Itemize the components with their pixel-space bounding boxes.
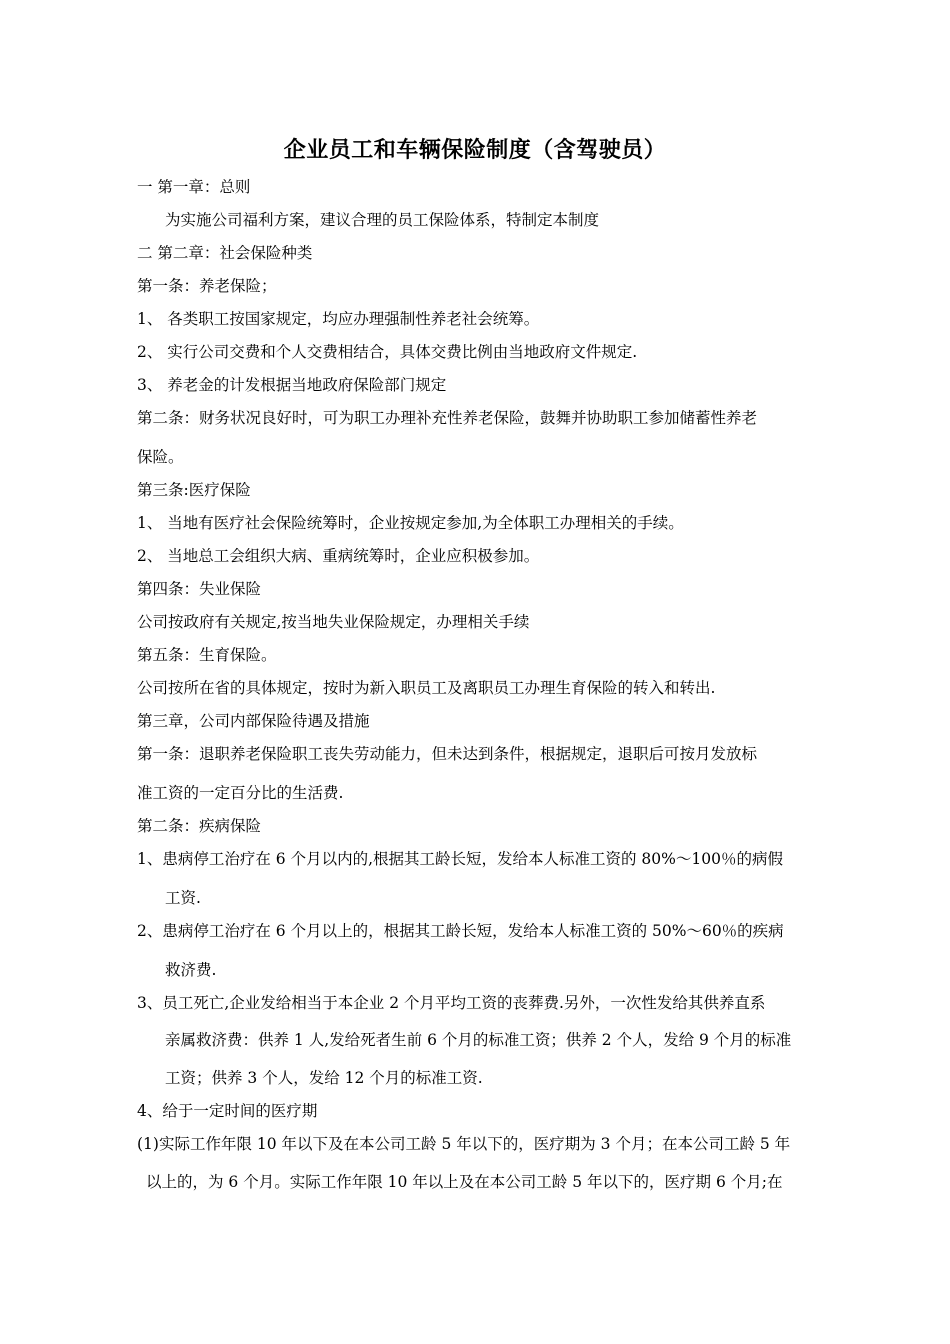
paragraph: 为实施公司福利方案，建议合理的员工保险体系，特制定本制度 (165, 211, 600, 229)
article-heading: 第五条：生育保险。 (137, 646, 277, 664)
list-item: 1、 当地有医疗社会保险统筹时，企业按规定参加,为全体职工办理相关的手续。 (137, 514, 684, 532)
sub-item: (1)实际工作年限 10 年以下及在本公司工龄 5 年以下的，医疗期为 3 个月；在本公司工龄 5 年 (137, 1135, 791, 1153)
paragraph-continuation: 准工资的一定百分比的生活费. (137, 784, 344, 802)
document-title: 企业员工和车辆保险制度（含驾驶员） (283, 137, 667, 163)
paragraph-continuation: 保险。 (137, 448, 184, 466)
list-item: 3、 养老金的计发根据当地政府保险部门规定 (137, 376, 447, 394)
paragraph: 公司按政府有关规定,按当地失业保险规定，办理相关手续 (137, 613, 530, 631)
list-item-continuation: 救济费. (165, 961, 217, 979)
paragraph: 公司按所在省的具体规定，按时为新入职员工及离职员工办理生育保险的转入和转出. (137, 679, 716, 697)
list-item: 1、 各类职工按国家规定，均应办理强制性养老社会统筹。 (137, 310, 540, 328)
chapter-heading: 一 第一章：总则 (137, 178, 251, 196)
list-item: 1、患病停工治疗在 6 个月以内的,根据其工龄长短，发给本人标准工资的 80%～100％的病假 (137, 850, 783, 868)
chapter-heading: 二 第二章：社会保险种类 (137, 244, 313, 262)
article-heading: 第一条：养老保险； (137, 277, 277, 295)
list-item: 2、患病停工治疗在 6 个月以上的，根据其工龄长短，发给本人标准工资的 50%～60％的疾病 (137, 922, 784, 940)
article-heading: 第三条:医疗保险 (137, 481, 251, 499)
list-item-continuation: 亲属救济费：供养 1 人,发给死者生前 6 个月的标准工资；供养 2 个人，发给 9 个月的标准 (165, 1031, 792, 1049)
article-heading: 第二条：疾病保险 (137, 817, 262, 835)
list-item-continuation: 工资；供养 3 个人，发给 12 个月的标准工资. (165, 1069, 483, 1087)
list-item-continuation: 工资. (165, 889, 201, 907)
list-item: 4、给于一定时间的医疗期 (137, 1102, 318, 1120)
chapter-heading: 第三章，公司内部保险待遇及措施 (137, 712, 370, 730)
list-item: 2、 实行公司交费和个人交费相结合，具体交费比例由当地政府文件规定. (137, 343, 638, 361)
article-heading: 第一条：退职养老保险职工丧失劳动能力，但未达到条件，根据规定，退职后可按月发放标 (137, 745, 758, 763)
sub-item-continuation: 以上的，为 6 个月。实际工作年限 10 年以上及在本公司工龄 5 年以下的，医疗期 6 个月;在 (146, 1173, 783, 1191)
list-item: 2、 当地总工会组织大病、重病统筹时，企业应积极参加。 (137, 547, 540, 565)
list-item: 3、员工死亡,企业发给相当于本企业 2 个月平均工资的丧葬费.另外，一次性发给其供养直系 (137, 994, 766, 1012)
article-heading: 第四条：失业保险 (137, 580, 262, 598)
article-heading: 第二条：财务状况良好时，可为职工办理补充性养老保险，鼓舞并协助职工参加储蓄性养老 (137, 409, 758, 427)
